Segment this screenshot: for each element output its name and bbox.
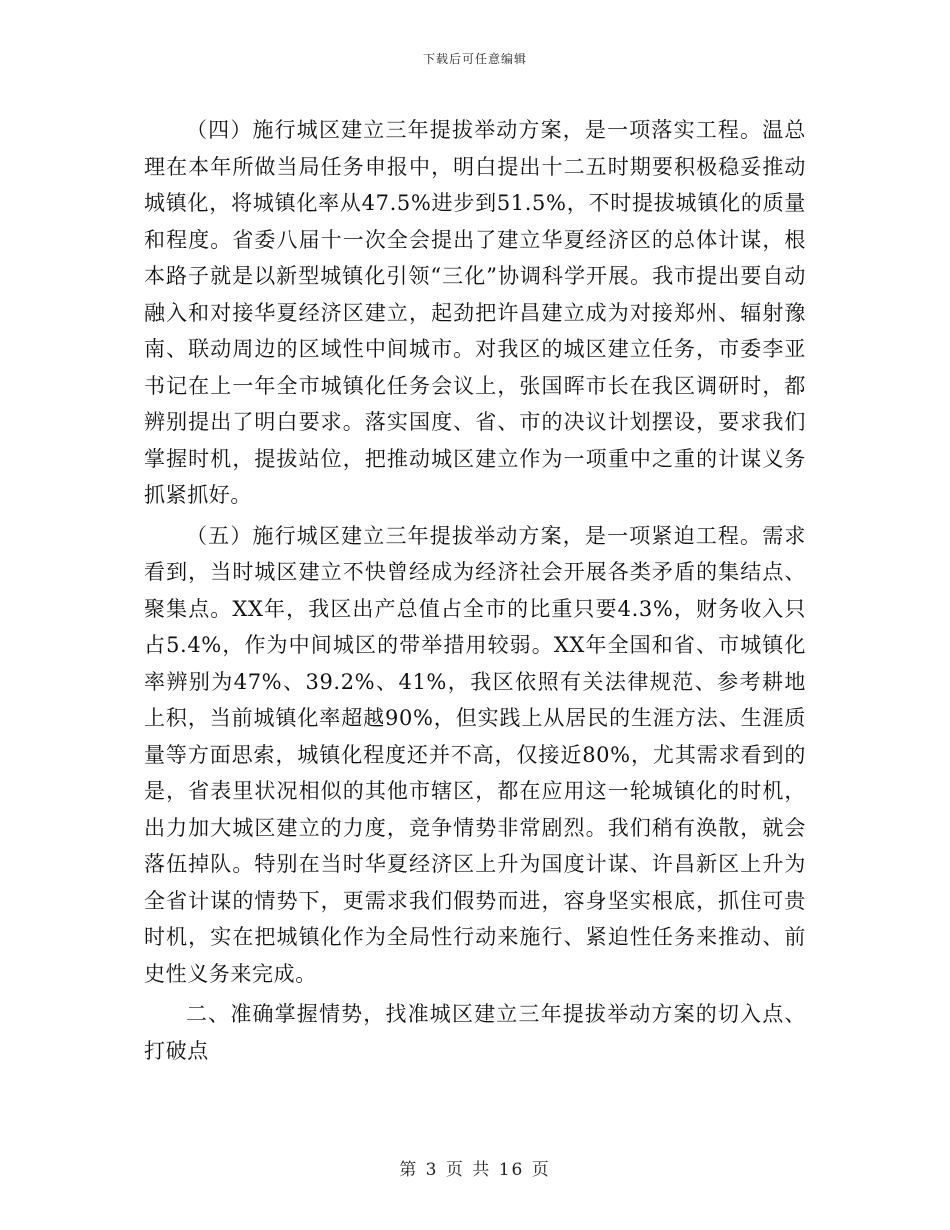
paragraph-four: （四）施行城区建立三年提拔举动方案，是一项落实工程。温总理在本年所做当局任务申报中，明白提出十二五时期要积极稳妥推动城镇化，将城镇化率从47.5%进步到51.5%，不时提拔城镇化的质量和程度。省委八届十一次全会提出了建立华夏经济区的总体计谋，根本路子就是以新型城镇化引领“三化”协调科学开展。我市提出要自动融入和对接华夏经济区建立，起劲把许昌建立成为对接郑州、辐射豫南、联动周边的区域性中间城市。对我区的城区建立任务，市委李亚书记在上一年全市城镇化任务会议上，张国晖市长在我区调研时，都辨别提出了明白要求。落实国度、省、市的决议计划摆设，要求我们掌握时机，提拔站位，把推动城区建立作为一项重中之重的计谋义务抓紧抓好。 xyxy=(144,118,806,507)
paragraph-five: （五）施行城区建立三年提拔举动方案，是一项紧迫工程。需求看到，当时城区建立不快曾经成为经济社会开展各类矛盾的集结点、聚集点。XX年，我区出产总值占全市的比重只要4.3%，财务收入只占5.4%，作为中间城区的带举措用较弱。XX年全国和省、市城镇化率辨别为47%、39.2%、41%，我区依照有关法律规范、参考耕地上积，当前城镇化率超越90%，但实践上从居民的生涯方法、生涯质量等方面思索，城镇化程度还并不高，仅接近80%，尤其需求看到的是，省表里状况相似的其他市辖区，都在应用这一轮城镇化的时机，出力加大城区建立的力度，竞争情势非常剧烈。我们稍有涣散，就会落伍掉队。特别在当时华夏经济区上升为国度计谋、许昌新区上升为全省计谋的情势下，更需求我们假势而进，容身坚实根底，抓住可贵时机，实在把城镇化作为全局性行动来施行、紧迫性任务来推动、前史性义务来完成。 xyxy=(144,523,806,986)
section-two-heading: 二、准确掌握情势，找准城区建立三年提拔举动方案的切入点、打破点 xyxy=(144,1002,806,1063)
page-header-note: 下载后可任意编辑 xyxy=(422,52,527,66)
page-number: 第 3 页 共 16 页 xyxy=(399,1160,551,1180)
document-body xyxy=(144,112,806,1069)
